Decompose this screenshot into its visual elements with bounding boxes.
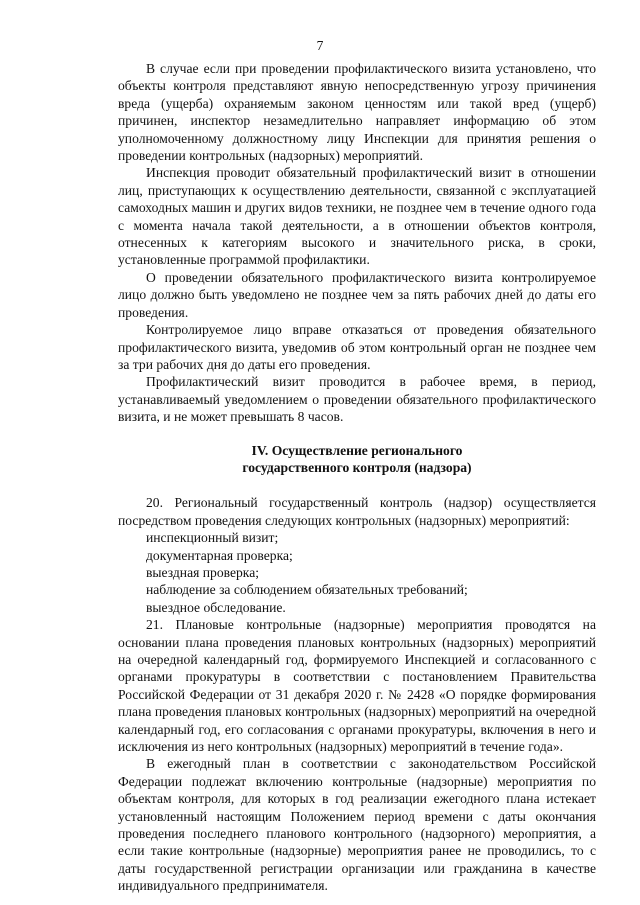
paragraph-visit-threat: В случае если при проведении профилактического визита установлено, что объекты контроля представляют явную непосредственную угрозу причинения вреда (ущерба) охраняемым законом ценностям или такой вред (ущерб) причинен, инспектор незамедлительно направляет информацию об этом уполномоченному должностному лицу Инспекции для принятия решения о проведении контрольных (надзорных) мероприятий. <box>118 61 596 164</box>
paragraph-notification: О проведении обязательного профилактического визита контролируемое лицо должно быть уведомлено не позднее чем за пять рабочих дней до даты его проведения. <box>118 269 596 320</box>
list-item: документарная проверка; <box>146 547 293 563</box>
document-body <box>118 60 596 895</box>
section-heading-line-1: IV. Осуществление регионального <box>251 442 463 458</box>
paragraph-mandatory-visit: Инспекция проводит обязательный профилактический визит в отношении лиц, приступающих к осуществлению деятельности, связанной с эксплуатацией самоходных машин и других видов техники, не позднее чем в течение одного года с момента начала такой деятельности, а в отношении объектов контроля, отнесенных к категориям высокого и значительного риска, в сроки, установленные программой профилактики. <box>118 165 596 268</box>
paragraph-working-hours: Профилактический визит проводится в рабочее время, в период, устанавливаемый уведомлением о проведении обязательного профилактического визита, и не может превышать 8 часов. <box>118 374 596 425</box>
list-item: выездное обследование. <box>146 599 286 615</box>
paragraph-21: 21. Плановые контрольные (надзорные) мероприятия проводятся на основании плана проведения плановых контрольных (надзорных) мероприятий на очередной календарный год, формируемого Инспекцией и согласованного с органами прокуратуры в соответствии с постановлением Правительства Российской Федерации от 31 декабря 2020 г. № 2428 «О порядке формирования плана проведения плановых контрольных (надзорных) мероприятий на очередной календарный год, его согласования с органами прокуратуры, включения в него и исключения из него контрольных (надзорных) мероприятий в течение года». <box>118 617 596 755</box>
page-number: 7 <box>316 38 324 53</box>
paragraph-annual-plan: В ежегодный план в соответствии с законодательством Российской Федерации подлежат включению контрольные (надзорные) мероприятия по объектам контроля, для которых в год реализации ежегодного плана истекает установленный настоящим Положением период времени с даты окончания проведения последнего планового контрольного (надзорного) мероприятия, а если такие контрольные (надзорные) мероприятия ранее не проводились, то с даты государственной регистрации организации или гражданина в качестве индивидуального предпринимателя. <box>118 756 596 894</box>
section-heading-line-2: государственного контроля (надзора) <box>242 459 472 475</box>
section-heading <box>118 442 596 477</box>
paragraph-20: 20. Региональный государственный контроль (надзор) осуществляется посредством проведения следующих контрольных (надзорных) мероприятий: <box>118 495 596 528</box>
list-item: инспекционный визит; <box>146 530 279 546</box>
paragraph-refusal: Контролируемое лицо вправе отказаться от проведения обязательного профилактического визита, уведомив об этом контрольный орган не позднее чем за три рабочих дня до даты его проведения. <box>118 322 596 372</box>
list-item: наблюдение за соблюдением обязательных требований; <box>146 582 468 598</box>
list-item: выездная проверка; <box>146 564 259 580</box>
